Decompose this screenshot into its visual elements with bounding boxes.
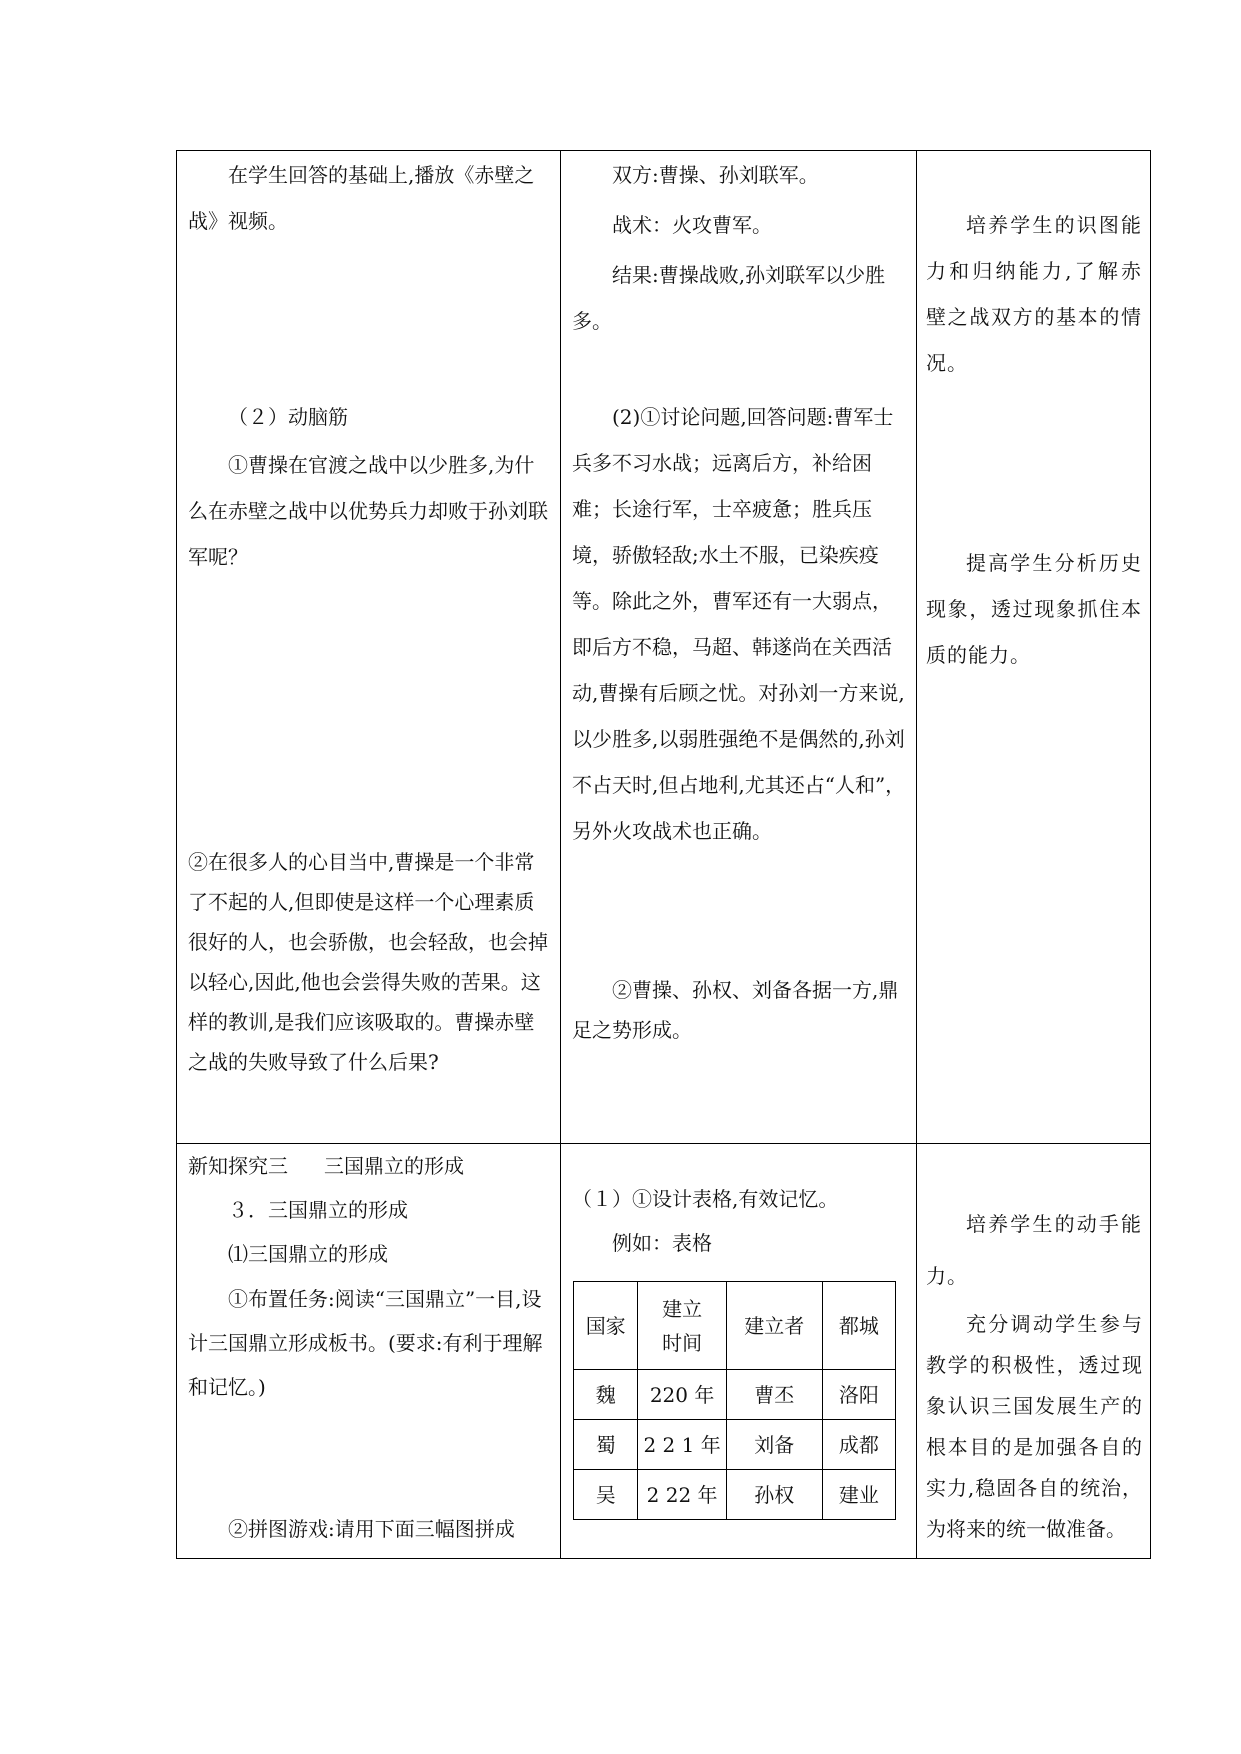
row2-teacher-heading-a: 新知探究三 xyxy=(188,1154,288,1178)
row-divider xyxy=(176,1143,1151,1144)
row2-student-p1: （１）①设计表格,有效记忆。 xyxy=(572,1187,839,1211)
row2-teacher-p1: ３．三国鼎立的形成 xyxy=(228,1198,408,1222)
kingdoms-cell: 2 2 1 年 xyxy=(638,1420,726,1470)
row2-teacher-p4: ②拼图游戏:请用下面三幅图拼成 xyxy=(228,1517,515,1541)
row1-teacher-p2: （２）动脑筋 xyxy=(228,405,348,429)
row2-teacher-heading xyxy=(188,1145,550,1187)
row1-intent-cell xyxy=(926,202,1142,667)
row1-student-cell xyxy=(572,152,906,1042)
row2-teacher-heading-b: 三国鼎立的形成 xyxy=(324,1154,464,1178)
kingdoms-cell: 蜀 xyxy=(574,1420,638,1470)
row2-teacher-cell xyxy=(188,1145,550,1541)
kingdoms-cell: 魏 xyxy=(574,1370,638,1420)
kingdoms-cell: 曹丕 xyxy=(726,1370,822,1420)
kingdoms-cell: 吴 xyxy=(574,1470,638,1520)
row2-student-cell xyxy=(572,1177,906,1265)
row1-teacher-p4: ②在很多人的心目当中,曹操是一个非常了不起的人,但即使是这样一个心理素质很好的人，也会骄傲，也会轻敌，也会掉以轻心,因此,他也会尝得失败的苦果。这样的教训,是我们应该吸取的。曹操赤壁之战的失败导致了什么后果? xyxy=(188,850,548,1074)
row1-intent-p1: 培养学生的识图能力和归纳能力,了解赤壁之战双方的基本的情况。 xyxy=(926,213,1142,375)
kingdoms-header-cell: 建立者 xyxy=(726,1282,822,1370)
kingdoms-header-cell: 建立时间 xyxy=(638,1282,726,1370)
kingdoms-table xyxy=(573,1281,896,1520)
row1-student-p1: 双方:曹操、孙刘联军。 xyxy=(612,163,819,187)
row1-intent-p2: 提高学生分析历史现象，透过现象抓住本质的能力。 xyxy=(926,551,1142,667)
row1-student-p3: 结果:曹操战败,孙刘联军以少胜多。 xyxy=(572,263,886,333)
row1-teacher-p1: 在学生回答的基础上,播放《赤壁之战》视频。 xyxy=(188,163,535,233)
kingdoms-header-cell: 都城 xyxy=(822,1282,895,1370)
kingdoms-cell: 洛阳 xyxy=(822,1370,895,1420)
row2-teacher-p3: ①布置任务:阅读“三国鼎立”一目,设计三国鼎立形成板书。(要求:有利于理解和记忆。) xyxy=(188,1287,543,1399)
kingdoms-cell: 220 年 xyxy=(638,1370,726,1420)
row1-teacher-cell xyxy=(188,152,550,1074)
row2-intent-cell xyxy=(926,1198,1142,1550)
kingdoms-cell: 2 22 年 xyxy=(638,1470,726,1520)
column-divider-2 xyxy=(916,150,917,1559)
row1-student-p4: (2)①讨论问题,回答问题:曹军士兵多不习水战；远离后方，补给困难；长途行军，士卒疲惫；胜兵压境，骄傲轻敌;水土不服，已染疾疫等。除此之外，曹军还有一大弱点，即后方不稳，马超、韩遂尚在关西活动,曹操有后顾之忧。对孙刘一方来说,以少胜多,以弱胜强绝不是偶然的,孙刘不占天时,但占地利,尤其还占“人和”，另外火攻战术也正确。 xyxy=(572,405,906,843)
kingdoms-cell: 成都 xyxy=(822,1420,895,1470)
kingdoms-header-cell: 国家 xyxy=(574,1282,638,1370)
row1-student-p5: ②曹操、孙权、刘备各据一方,鼎足之势形成。 xyxy=(572,978,899,1042)
row2-student-p2: 例如：表格 xyxy=(612,1231,712,1255)
kingdoms-cell: 孙权 xyxy=(726,1470,822,1520)
kingdoms-cell: 建业 xyxy=(822,1470,895,1520)
row1-student-p2: 战术：火攻曹军。 xyxy=(612,213,772,237)
row2-intent-p2: 充分调动学生参与教学的积极性，透过现象认识三国发展生产的根本目的是加强各自的实力,稳固各自的统治，为将来的统一做准备。 xyxy=(926,1312,1142,1541)
row1-teacher-p3: ①曹操在官渡之战中以少胜多,为什么在赤壁之战中以优势兵力却败于孙刘联军呢？ xyxy=(188,453,548,569)
row2-teacher-p2: ⑴三国鼎立的形成 xyxy=(228,1242,388,1266)
kingdoms-cell: 刘备 xyxy=(726,1420,822,1470)
column-divider-1 xyxy=(560,150,561,1559)
row2-intent-p1: 培养学生的动手能力。 xyxy=(926,1212,1142,1288)
